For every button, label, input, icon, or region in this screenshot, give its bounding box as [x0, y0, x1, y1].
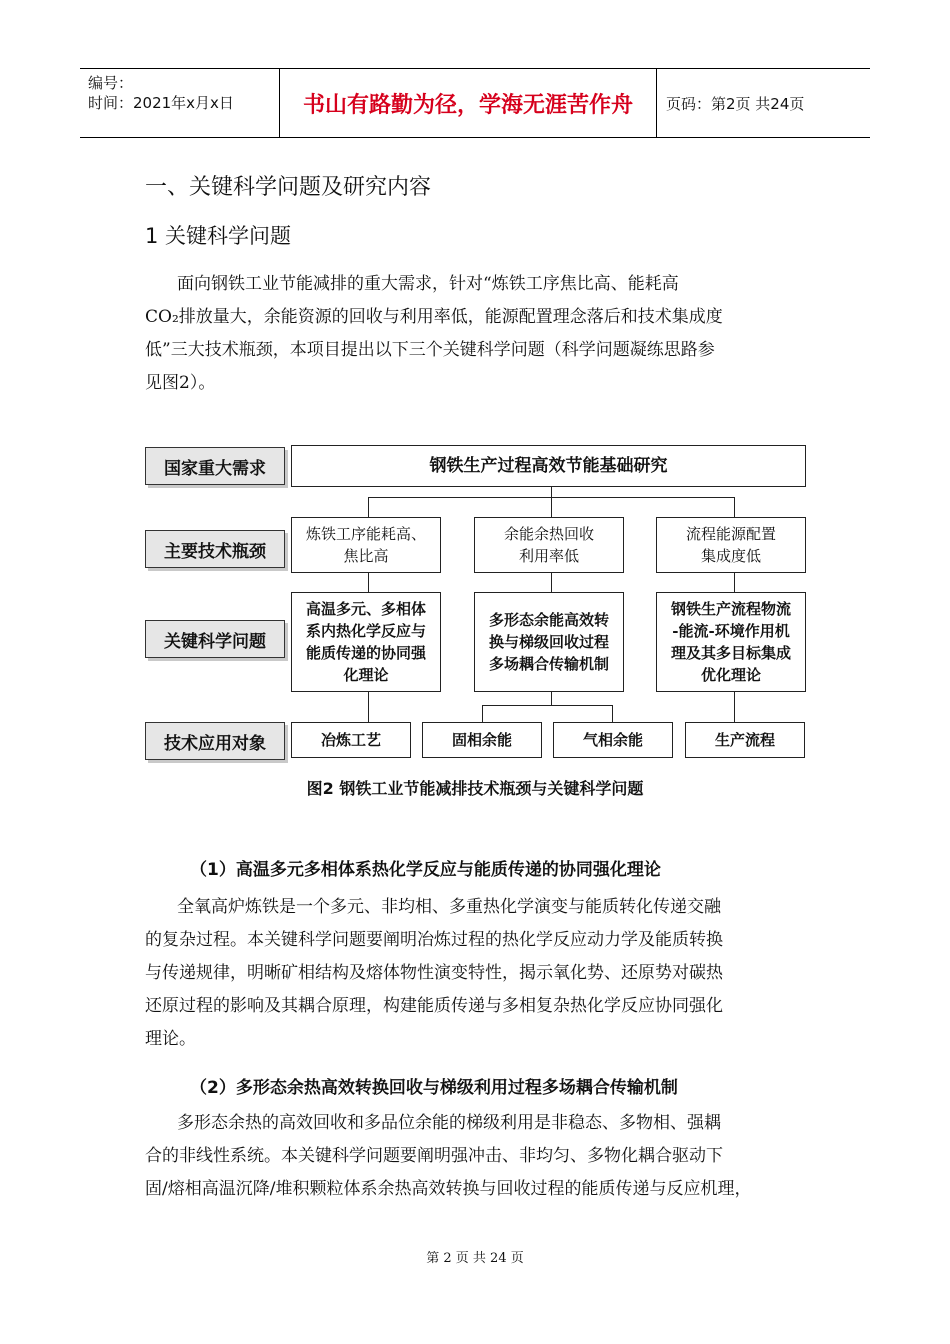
row-label-application: 技术应用对象: [145, 722, 285, 760]
intro-line: CO₂排放量大，余能资源的回收与利用率低，能源配置理念落后和技术集成度: [145, 307, 723, 327]
connector-line: [551, 573, 552, 592]
row-label-science-problem: 关键科学问题: [145, 620, 285, 658]
bottleneck-box-energy-config: 流程能源配置 集成度低: [656, 517, 806, 573]
bottleneck-box-waste-heat: 余能余热回收 利用率低: [474, 517, 624, 573]
serial-label: 编号：: [88, 74, 134, 92]
connector-line: [734, 497, 735, 517]
problem2-line: 固/熔相高温沉降/堆积颗粒体系余热高效转换与回收过程的能质传递与反应机理，: [145, 1179, 752, 1199]
row-label-national-demand: 国家重大需求: [145, 447, 285, 485]
problem2-title: （2）多形态余热高效转换回收与梯级利用过程多场耦合传输机制: [190, 1078, 678, 1098]
top-research-box: 钢铁生产过程高效节能基础研究: [291, 445, 806, 487]
row-label-bottleneck: 主要技术瓶颈: [145, 530, 285, 568]
object-box-smelting: 冶炼工艺: [291, 722, 411, 758]
problem1-line: 全氧高炉炼铁是一个多元、非均相、多重热化学演变与能质转化传递交融: [177, 897, 721, 917]
connector-line: [368, 692, 369, 722]
problem2-paragraph: [145, 1107, 805, 1206]
date-label: 时间：2021年x月x日: [88, 94, 234, 112]
connector-line: [551, 497, 552, 517]
connector-line: [482, 705, 483, 722]
problem1-line: 的复杂过程。本关键科学问题要阐明冶炼过程的热化学反应动力学及能质转换: [145, 930, 723, 950]
connector-line: [368, 497, 369, 517]
object-box-gas-waste-energy: 气相余能: [553, 722, 673, 758]
page-footer: 第 2 页 共 24 页: [426, 1251, 524, 1266]
figure-caption: 图2 钢铁工业节能减排技术瓶颈与关键科学问题: [306, 779, 644, 798]
object-box-production-process: 生产流程: [685, 722, 805, 758]
connector-line: [551, 692, 552, 705]
problem2-line: 多形态余热的高效回收和多品位余能的梯级利用是非稳态、多物相、强耦: [177, 1113, 721, 1133]
problem2-line: 合的非线性系统。本关键科学问题要阐明强冲击、非均匀、多物化耦合驱动下: [145, 1146, 723, 1166]
problem-box-process-optimization: 钢铁生产流程物流 -能流-环境作用机 理及其多目标集成 优化理论: [656, 592, 806, 692]
problem1-line: 与传递规律，明晰矿相结构及熔体物性演变特性，揭示氧化势、还原势对碳热: [145, 963, 723, 983]
intro-line: 面向钢铁工业节能减排的重大需求，针对“炼铁工序焦比高、能耗高: [177, 274, 679, 294]
header-page-info: 页码：第2页 共24页: [666, 94, 805, 113]
problem-box-waste-heat: 多形态余能高效转 换与梯级回收过程 多场耦合传输机制: [474, 592, 624, 692]
bottleneck-box-ironmaking: 炼铁工序能耗高、 焦比高: [291, 517, 441, 573]
intro-paragraph: [145, 268, 805, 400]
connector-line: [368, 573, 369, 592]
intro-line: 见图2）。: [145, 373, 216, 393]
problem-box-thermochemical: 高温多元、多相体 系内热化学反应与 能质传递的协同强 化理论: [291, 592, 441, 692]
connector-line: [551, 487, 552, 497]
header-meta-cell: [80, 69, 280, 137]
connector-line: [612, 705, 613, 722]
problem1-paragraph: [145, 891, 805, 1056]
section-title: 一、关键科学问题及研究内容: [145, 175, 432, 200]
problem1-line: 理论。: [145, 1029, 196, 1049]
problem1-line: 还原过程的影响及其耦合原理，构建能质传递与多相复杂热化学反应协同强化: [145, 996, 723, 1016]
object-box-solid-waste-energy: 固相余能: [422, 722, 542, 758]
subsection-title: 1 关键科学问题: [145, 224, 292, 248]
header-motto: 书山有路勤为径，学海无涯苦作舟: [280, 69, 657, 137]
connector-line: [482, 705, 612, 706]
document-header: [80, 68, 870, 138]
connector-line: [734, 573, 735, 592]
intro-line: 低”三大技术瓶颈，本项目提出以下三个关键科学问题（科学问题凝练思路参: [145, 340, 715, 360]
problem1-title: （1）高温多元多相体系热化学反应与能质传递的协同强化理论: [190, 860, 661, 880]
connector-line: [734, 692, 735, 722]
